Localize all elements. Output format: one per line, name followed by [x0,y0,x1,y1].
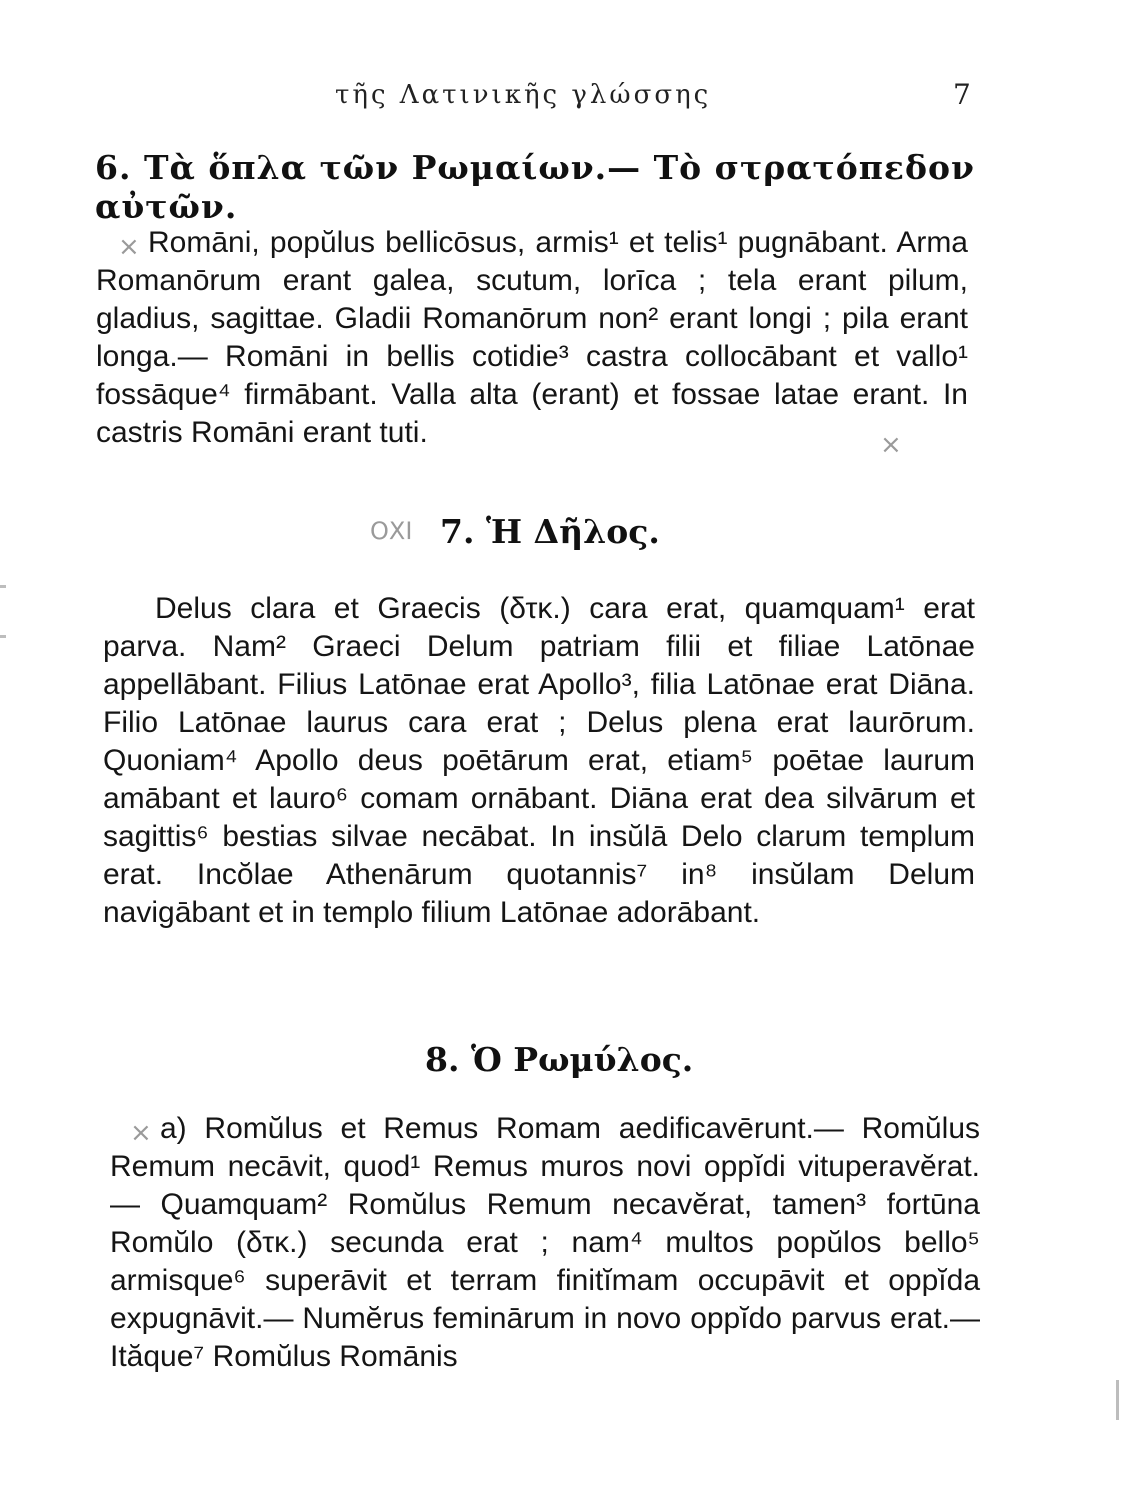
pencil-cross-mark: × [118,232,140,262]
margin-tick [1116,1380,1119,1420]
page-number: 7 [953,78,971,111]
pencil-cross-mark: × [130,1118,152,1148]
section-8-text: a) Romŭlus et Remus Romam aedificavērunt.— Romŭlus Remum necāvit, quod¹ Remus muros novi oppĭdi vituperavĕrat.— Quamquam² Romŭlus Remum necavĕrat, tamen³ fortūna Romŭlo (δτκ.) secunda erat ; nam⁴ multos popŭlos bello⁵ armisque⁶ superāvit et terram finitĭmam occupāvit et oppĭda expugnāvit.— Numĕrus feminārum in novo oppĭdo parvus erat.— Ităque⁷ Romŭlus Romānis [110,1112,980,1373]
section-7-heading: 7. Ἡ Δῆλος. [440,512,660,551]
section-8-heading: 8. Ὁ Ρωμύλος. [425,1040,694,1079]
pencil-oxi-note: ΟΧΙ [370,517,413,545]
margin-tick [0,635,6,638]
section-6-heading: 6. Τὰ ὅπλα τῶν Ρωμαίων.— Τὸ στρατόπεδον αὐτῶν. [95,148,975,226]
margin-tick [0,585,6,588]
section-6-text: Romāni, popŭlus bellicōsus, armis¹ et telis¹ pugnābant. Arma Romanōrum erant galea, scutum, lorīca ; tela erant pilum, gladius, sagittae. Gladii Romanōrum non² erant longi ; pila erant longa.— Romāni in bellis cotidie³ castra collocābant et vallo¹ fossāque⁴ firmābant. Valla alta (erant) et fossae latae erant. In castris Romāni erant tuti. [96,226,968,449]
pencil-cross-mark: × [880,430,902,460]
section-7-text: Delus clara et Graecis (δτκ.) cara erat, quamquam¹ erat parva. Nam² Graeci Delum patriam filii et filiae Latōnae appellābant. Filius Latōnae erat Apollo³, filia Latōnae erat Diāna. Filio Latōnae laurus cara erat ; Delus plena erat laurōrum. Quoniam⁴ Apollo deus poētārum erat, etiam⁵ poētae laurum amābant et lauro⁶ comam ornābant. Diāna erat dea silvārum et sagittis⁶ bestias silvae necābat. In insŭlā Delo clarum templum erat. Incŏlae Athenārum quotannis⁷ in⁸ insŭlam Delum navigābant et in templo filium Latōnae adorābant. [103,592,975,929]
running-title: τῆς Λατινικῆς γλώσσης [335,80,712,110]
